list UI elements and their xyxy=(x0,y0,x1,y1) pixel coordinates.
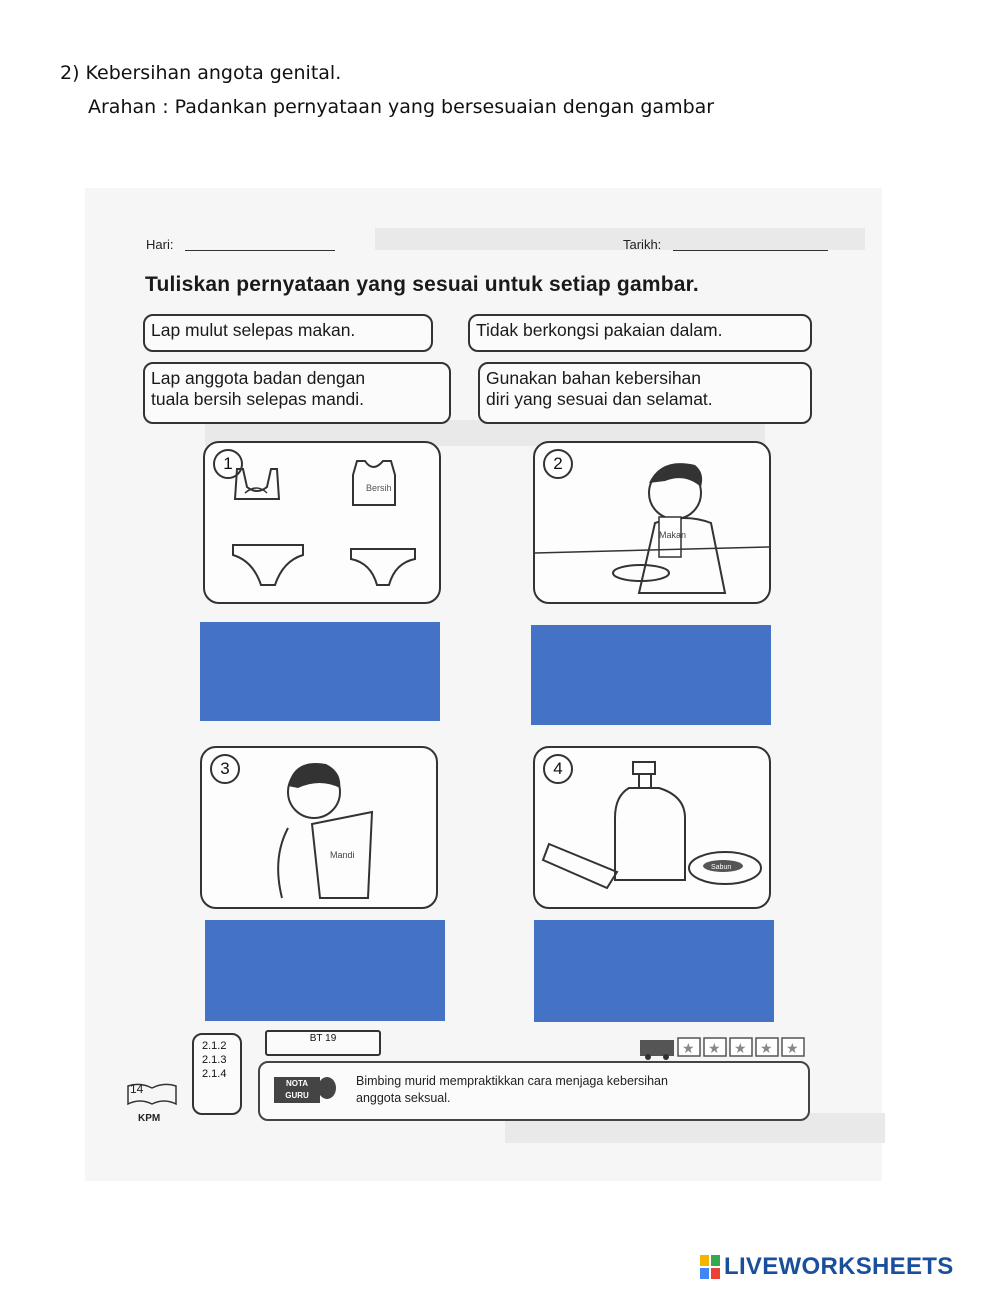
note-line: Bimbing murid mempraktikkan cara menjaga kebersihan xyxy=(356,1074,668,1088)
answer-box-3[interactable] xyxy=(205,920,445,1021)
note-line: anggota seksual. xyxy=(356,1091,451,1105)
ghost-band xyxy=(375,228,865,250)
picture-number: 2 xyxy=(543,449,573,479)
picture-2-wipe-mouth xyxy=(533,441,771,604)
statement-text: diri yang sesuai dan selamat. xyxy=(486,389,713,409)
svg-text:★: ★ xyxy=(682,1041,695,1057)
hari-line xyxy=(185,250,335,251)
code: 2.1.3 xyxy=(202,1054,227,1066)
nota-guru-badge: NOTA GURU xyxy=(274,1077,320,1103)
hari-label: Hari: xyxy=(146,237,174,252)
picture-number: 4 xyxy=(543,754,573,784)
boy-eating-illustration xyxy=(535,443,769,602)
teacher-note xyxy=(258,1061,810,1121)
teacher-note-text xyxy=(356,1073,668,1107)
code: 2.1.2 xyxy=(202,1040,227,1052)
code: 2.1.4 xyxy=(202,1068,227,1080)
picture-number: 3 xyxy=(210,754,240,784)
page-number: 14 xyxy=(130,1082,144,1096)
answer-box-4[interactable] xyxy=(534,920,774,1022)
learning-standard-codes xyxy=(192,1033,242,1115)
statement-text: Lap anggota badan dengan xyxy=(151,368,366,388)
answer-box-2[interactable] xyxy=(531,625,771,725)
soap-label: Sabun xyxy=(711,864,732,871)
publisher: KPM xyxy=(138,1113,161,1124)
statement-3 xyxy=(143,362,451,424)
train-stars-icon xyxy=(640,1034,810,1060)
plate-label: Makan xyxy=(659,530,687,540)
worksheet-title: Tuliskan pernyataan yang sesuai untuk setiap gambar. xyxy=(145,273,699,296)
svg-text:★: ★ xyxy=(760,1041,773,1057)
underwear-illustration xyxy=(205,443,439,602)
statement-text: tuala bersih selepas mandi. xyxy=(151,389,365,409)
towel-label: Mandi xyxy=(330,850,355,860)
boy-towel-illustration xyxy=(202,748,436,907)
picture-1-underwear xyxy=(203,441,441,604)
picture-number: 1 xyxy=(213,449,243,479)
svg-text:★: ★ xyxy=(708,1041,721,1057)
statement-4 xyxy=(478,362,812,424)
tarikh-label: Tarikh: xyxy=(623,237,662,252)
statement-text: Gunakan bahan kebersihan xyxy=(486,368,702,388)
statement-text: Lap mulut selepas makan. xyxy=(151,320,356,340)
liveworksheets-logo-icon xyxy=(700,1255,720,1279)
statement-1 xyxy=(143,314,433,352)
lock-icon xyxy=(318,1077,336,1099)
question-title: 2) Kebersihan angota genital. xyxy=(60,62,342,84)
statement-text: Tidak berkongsi pakaian dalam. xyxy=(476,320,723,340)
liveworksheets-logo xyxy=(700,1253,954,1281)
statement-2 xyxy=(468,314,812,352)
tarikh-line xyxy=(673,250,828,251)
bt-sign: BT 19 xyxy=(265,1030,381,1056)
svg-text:★: ★ xyxy=(786,1041,799,1057)
question-instruction: Arahan : Padankan pernyataan yang bersesuaian dengan gambar xyxy=(88,96,715,118)
hygiene-products-illustration xyxy=(535,748,769,907)
svg-text:★: ★ xyxy=(734,1041,747,1057)
picture-3-towel xyxy=(200,746,438,909)
singlet-label: Bersih xyxy=(366,483,392,493)
answer-box-1[interactable] xyxy=(200,622,440,721)
picture-4-hygiene-products xyxy=(533,746,771,909)
brand-name: LIVEWORKSHEETS xyxy=(724,1253,954,1280)
